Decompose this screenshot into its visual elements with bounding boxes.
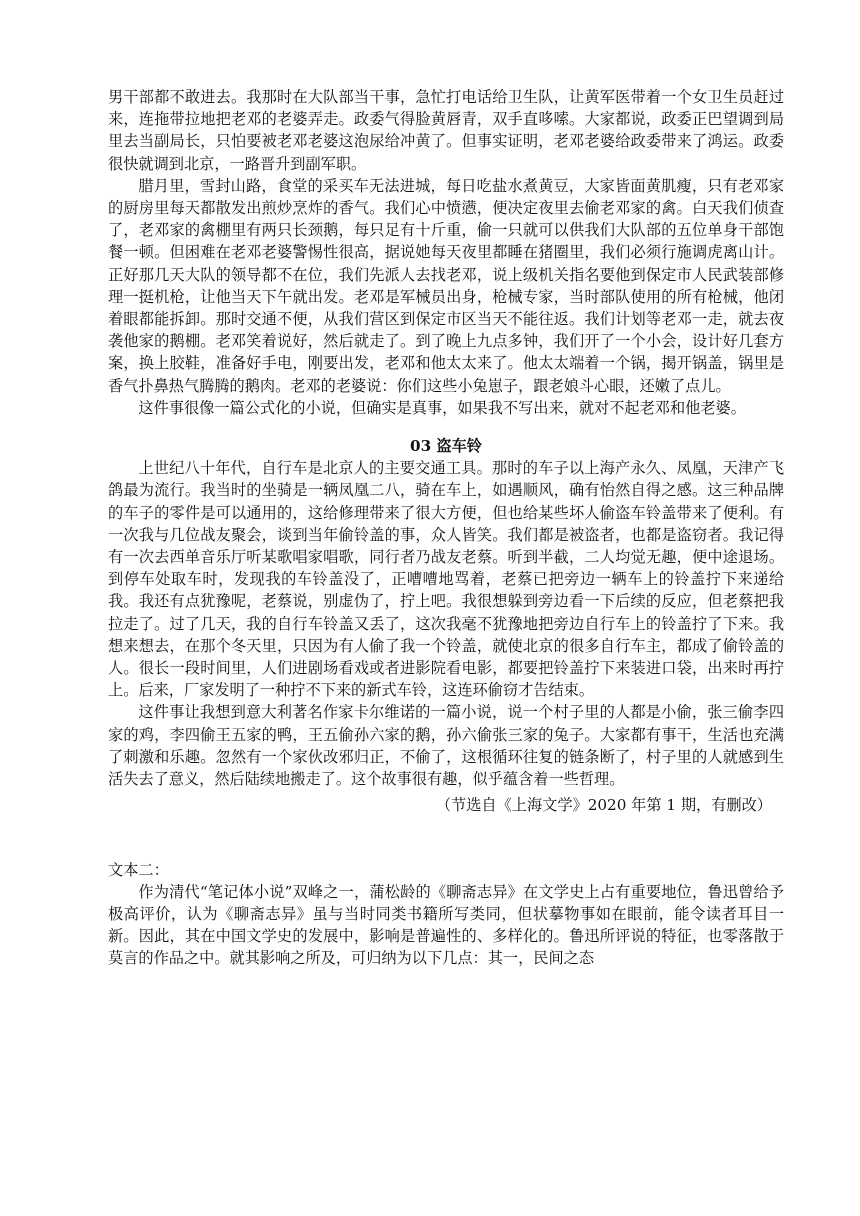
text1-paragraph-3: 这件事很像一篇公式化的小说，但确实是真事，如果我不写出来，就对不起老邓和他老婆。 [138,398,746,417]
text1-paragraph-5: 这件事让我想到意大利著名作家卡尔维诺的一篇小说，说一个村子里的人都是小偷，张三偷李四家的鸡，李四偷王五家的鸭，王五偷孙六家的鹅，孙六偷张三家的兔子。大家都有事干，生活也充满了刺激和乐趣。忽然有一个家伙改邪归正，不偷了，这根循环往复的链条断了，村子里的人就感到生活失去了意义，然后陆续地搬走了。这个故事很有趣，似乎蕴含着一些哲理。 [108,703,784,789]
section-title-03: 03 盗车铃 [410,437,482,456]
text1-section [108,86,784,817]
text2-section [108,859,784,970]
text1-paragraph-4: 上世纪八十年代，自行车是北京人的主要交通工具。那时的车子以上海产永久、凤凰，天津产飞鸽最为流行。我当时的坐骑是一辆凤凰二八，骑在车上，如遇顺风，确有怡然自得之感。这三种品牌的车子的零件是可以通用的，这给修理带来了很大方便，但也给某些坏人偷盗车铃盖带来了便利。有一次我与几位战友聚会，谈到当年偷铃盖的事，众人皆笑。我们都是被盗者，也都是盗窃者。我记得有一次去西单音乐厅听某歌唱家唱歌，同行者乃战友老蔡。听到半截，二人均觉无趣，便中途退场。到停车处取车时，发现我的车铃盖没了，正嘈嘈地骂着，老蔡已把旁边一辆车上的铃盖拧下来递给我。我还有点犹豫呢，老蔡说，别虚伪了，拧上吧。我很想躲到旁边看一下后续的反应，但老蔡把我拉走了。过了几天，我的自行车铃盖又丢了，这次我毫不犹豫地把旁边自行车上的铃盖拧了下来。我想来想去，在那个冬天里，只因为有人偷了我一个铃盖，就使北京的很多自行车主，都成了偷铃盖的人。很长一段时间里，人们进剧场看戏或者进影院看电影，都要把铃盖拧下来装进口袋，出来时再拧上。后来，厂家发明了一种拧不下来的新式车铃，这连环偷窃才告结束。 [108,459,784,700]
text1-paragraph-1: 男干部都不敢进去。我那时在大队部当干事，急忙打电话给卫生队，让黄军医带着一个女卫生员赶过来，连拖带拉地把老邓的老婆弄走。政委气得脸黄唇青，双手直哆嗦。大家都说，政委正巴望调到局里去当副局长，只怕要被老邓老婆这泡尿给冲黄了。但事实证明，老邓老婆给政委带来了鸿运。政委很快就调到北京，一路晋升到副军职。 [108,88,784,173]
source-note: （节选自《上海文学》2020 年第 1 期，有删改） [435,796,772,815]
text2-paragraph-1: 作为清代“笔记体小说”双峰之一，蒲松龄的《聊斋志异》在文学史上占有重要地位，鲁迅曾给予极高评价，认为《聊斋志异》虽与当时同类书籍所写类同，但状摹物事如在眼前，能令读者耳目一新。因此，其在中国文学史的发展中，影响是普遍性的、多样化的。鲁迅所评说的特征，也零落散于莫言的作品之中。就其影响之所及，可归纳为以下几点：其一，民间之态 [108,882,784,968]
text1-paragraph-2: 腊月里，雪封山路，食堂的采买车无法进城，每日吃盐水煮黄豆，大家皆面黄肌瘦，只有老邓家的厨房里每天都散发出煎炒烹炸的香气。我们心中愤懑，便决定夜里去偷老邓家的禽。白天我们侦查了，老邓家的禽棚里有两只长颈鹅，每只足有十斤重，偷一只就可以供我们大队部的五位单身干部饱餐一顿。但困难在老邓老婆警惕性很高，据说她每天夜里都睡在猪圈里，我们必须行施调虎离山计。正好那几天大队的领导都不在位，我们先派人去找老邓，说上级机关指名要他到保定市人民武装部修理一挺机枪，让他当天下午就出发。老邓是军械员出身，枪械专家，当时部队使用的所有枪械，他闭着眼都能拆卸。那时交通不便，从我们营区到保定市区当天不能往返。我们计划等老邓一走，就去夜袭他家的鹅棚。老邓笑着说好，然后就走了。到了晚上九点多钟，我们开了一个小会，设计好几套方案，换上胶鞋，准备好手电，刚要出发，老邓和他太太来了。他太太端着一个锅，揭开锅盖，锅里是香气扑鼻热气腾腾的鹅肉。老邓的老婆说：你们这些小兔崽子，跟老娘斗心眼，还嫩了点儿。 [108,176,784,395]
document-page [108,86,784,970]
text2-label: 文本二： [108,860,169,879]
section-gap [108,817,784,859]
